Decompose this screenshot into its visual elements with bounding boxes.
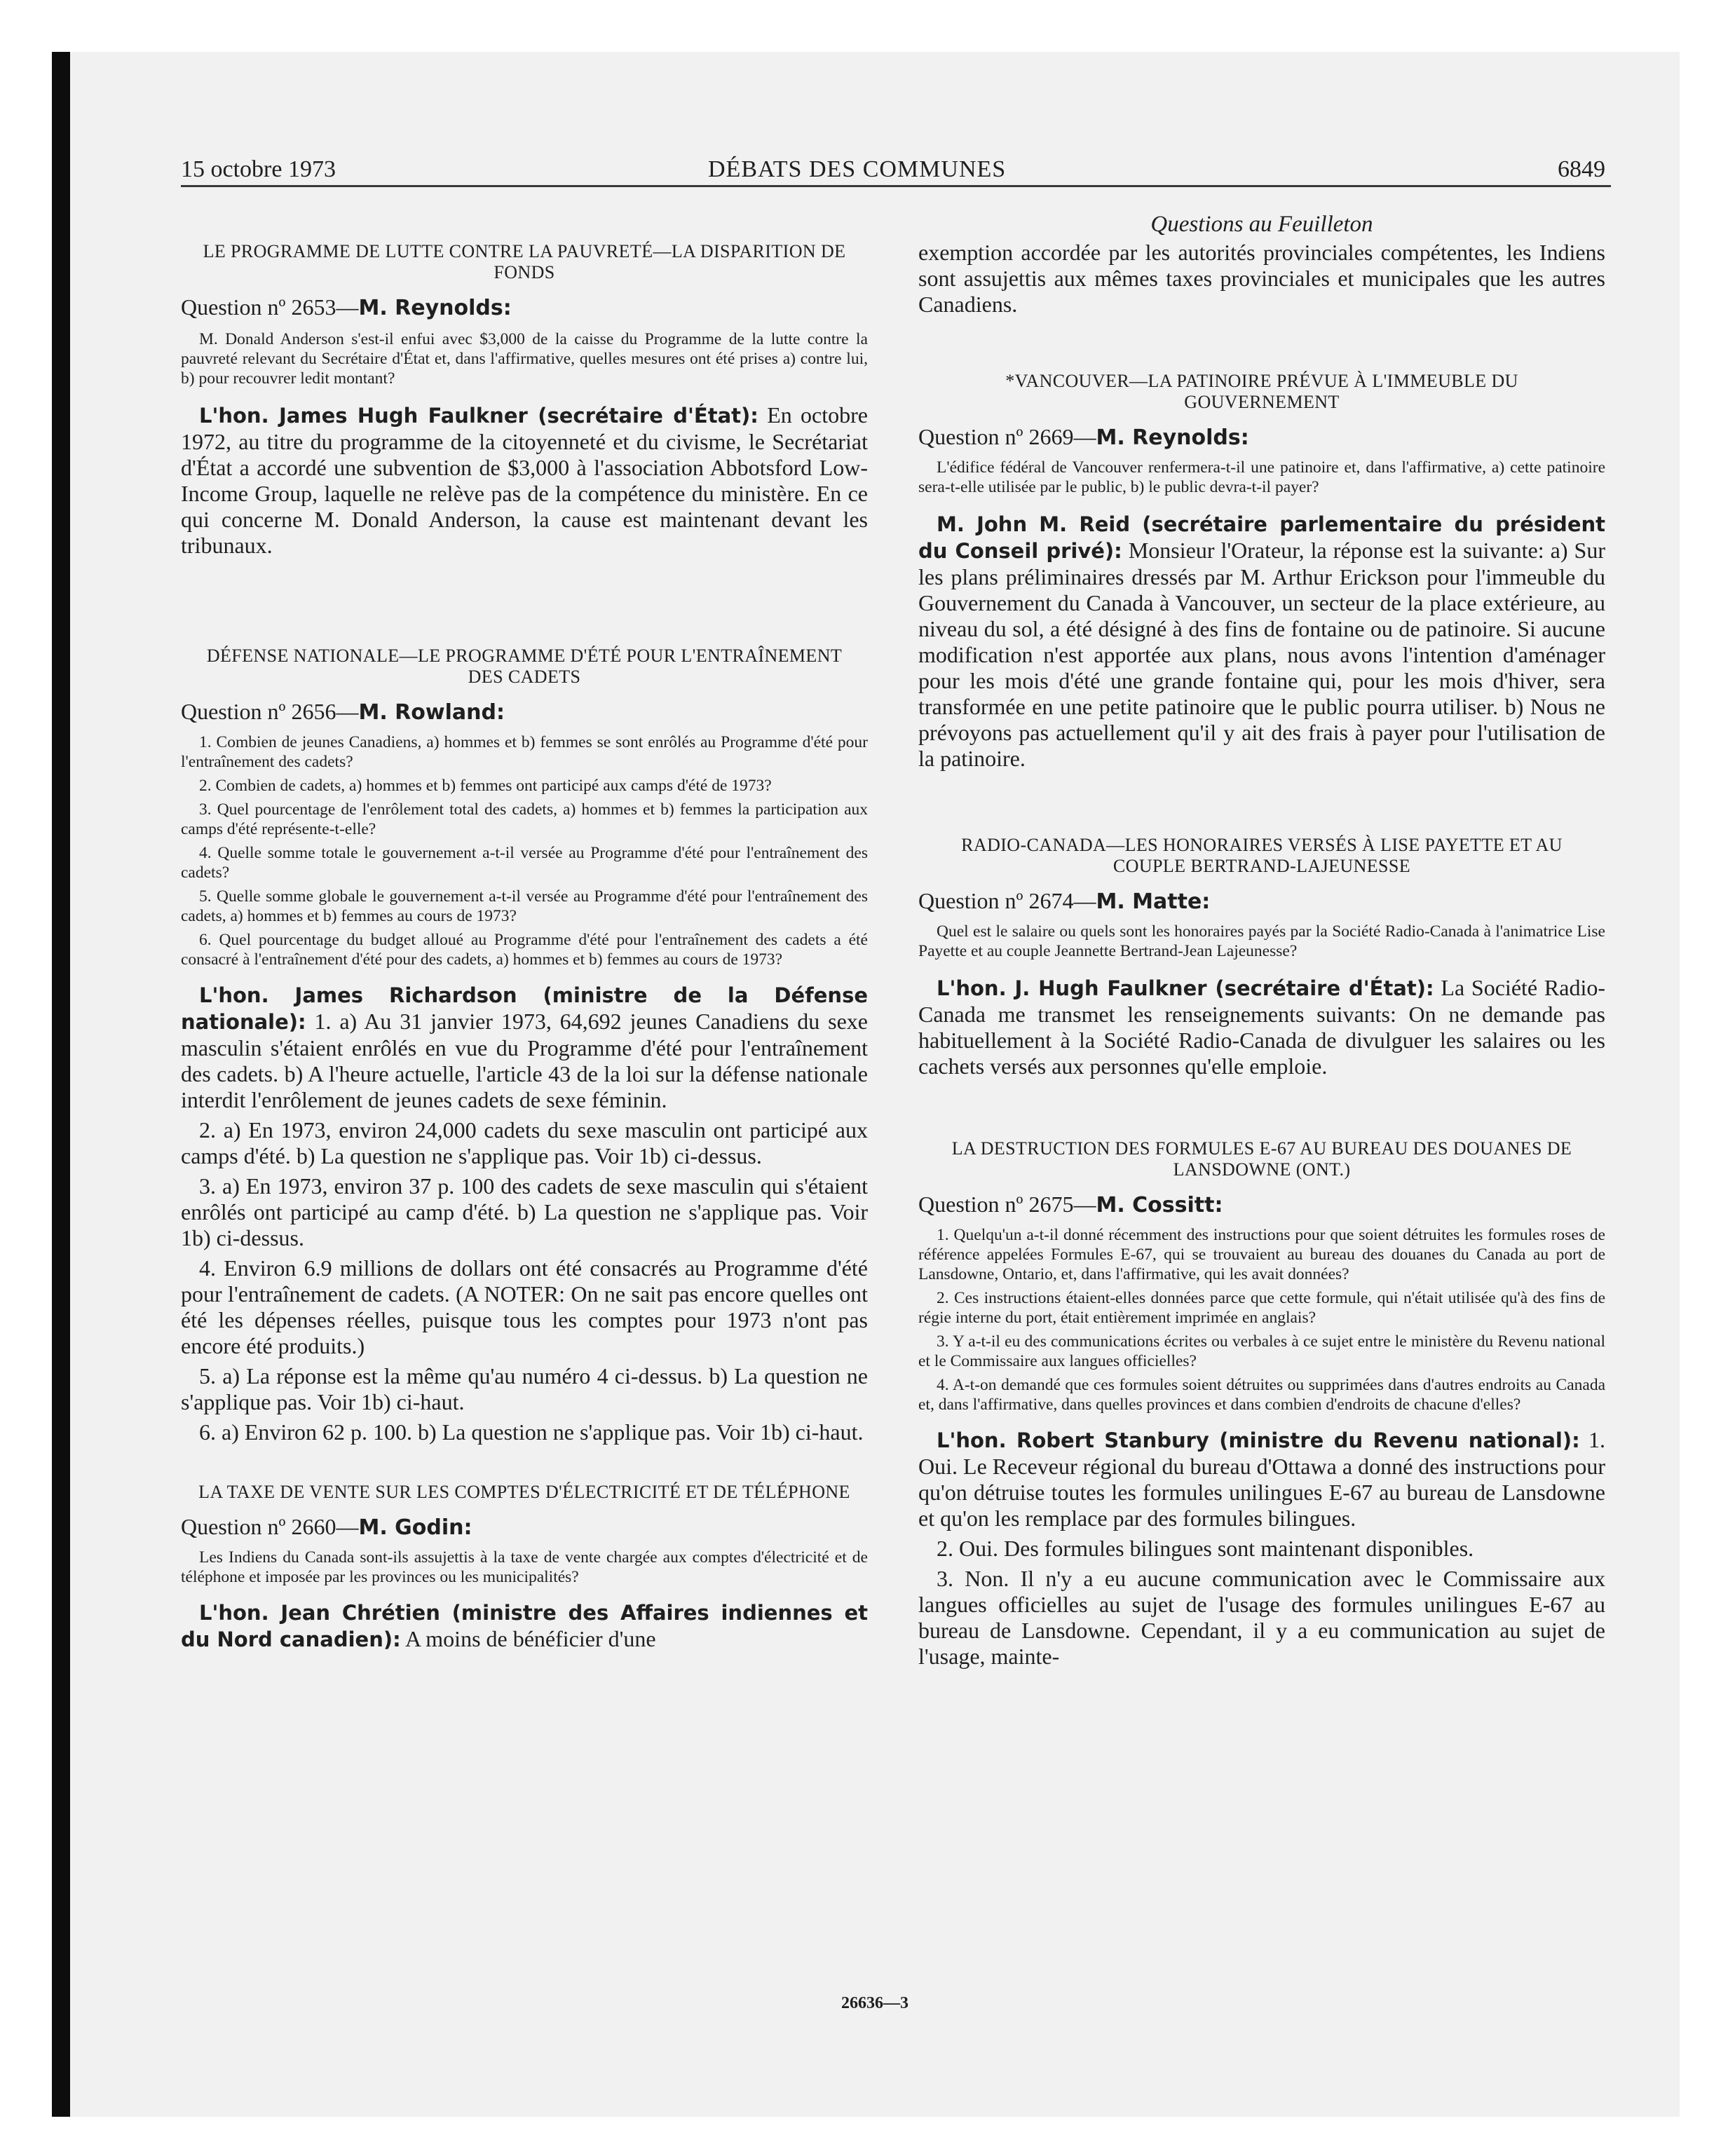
answer-text: En octobre 1972, au titre du programme de la citoyenneté et du civisme, le Secrétariat d'État a accordé une subvention de $3,000 à l'association Abbotsford Low-Income Group, laquelle ne relève pas de la compétence du ministère. En ce qui concerne M. Donald Anderson, la cause est maintenant devant les tribunaux.: [181, 402, 868, 558]
page-footer-code: 26636—3: [841, 1994, 909, 2012]
question-line: [918, 887, 1605, 916]
answer-text: A moins de bénéficier d'une: [404, 1626, 656, 1651]
section-title: LA TAXE DE VENTE SUR LES COMPTES D'ÉLECTRICITÉ ET DE TÉLÉPHONE: [198, 1482, 850, 1502]
question-item: 5. Quelle somme globale le gouvernement a-t-il versée au Programme d'été pour l'entraînement des cadets, a) hommes et b) femmes au cours de 1973?: [181, 887, 868, 925]
question-line: [918, 1190, 1605, 1220]
question-item: 1. Combien de jeunes Canadiens, a) hommes et b) femmes se sont enrôlés au Programme d'été pour l'entraînement des cadets?: [181, 733, 868, 771]
answer-paragraph: 5. a) La réponse est la même qu'au numéro 4 ci-dessus. b) La question ne s'applique pas. Voir 1b) ci-haut.: [181, 1363, 868, 1414]
question-number: Question nº 2660—: [181, 1514, 359, 1539]
question-line: [918, 423, 1605, 452]
question-asker: M. Cossitt:: [1096, 1193, 1223, 1217]
running-head: Questions au Feuilleton: [1150, 212, 1373, 237]
speaker: L'hon. Jean Chrétien (ministre des Affaires indiennes et du Nord canadien):: [181, 1601, 868, 1651]
question-number: Question nº 2656—: [181, 699, 359, 724]
question-text: Les Indiens du Canada sont-ils assujettis à la taxe de vente chargée aux comptes d'électricité et de téléphone et imposée par les provinces ou les municipalités?: [181, 1548, 868, 1586]
question-number: Question nº 2675—: [918, 1192, 1096, 1217]
question-text: M. Donald Anderson s'est-il enfui avec $3,000 de la caisse du Programme de la lutte contre la pauvreté relevant du Secrétaire d'État et, dans l'affirmative, quelles mesures ont été prises a) contre lui, b) pour recouvrer ledit montant?: [181, 330, 868, 388]
section-title: LE PROGRAMME DE LUTTE CONTRE LA PAUVRETÉ—LA DISPARITION DE FONDS: [203, 241, 846, 282]
section-title: *VANCOUVER—LA PATINOIRE PRÉVUE À L'IMMEUBLE DU GOUVERNEMENT: [1005, 371, 1518, 412]
scan-margin: [0, 0, 52, 2156]
answer: [918, 511, 1605, 772]
question-item: 4. Quelle somme totale le gouvernement a-t-il versée au Programme d'été pour l'entraînement des cadets?: [181, 844, 868, 882]
answer-paragraph: 2. Oui. Des formules bilingues sont maintenant disponibles.: [937, 1536, 1474, 1561]
question-item: 2. Combien de cadets, a) hommes et b) femmes ont participé aux camps d'été de 1973?: [199, 777, 772, 795]
answer-paragraph: 4. Environ 6.9 millions de dollars ont été consacrés au Programme d'été pour l'entraînement de cadets. (A NOTER: On ne sait pas encore quelles ont été les dépenses réelles, puisque tous les comptes pour 1973 n'ont pas encore été produits.): [181, 1255, 868, 1358]
header-title: DÉBATS DES COMMUNES: [708, 156, 1007, 182]
question-asker: M. Rowland:: [358, 700, 505, 725]
answer: [918, 975, 1605, 1079]
answer: [181, 982, 868, 1113]
question-asker: M. Godin:: [358, 1515, 472, 1540]
answer-text: La Société Radio-Canada me transmet les renseignements suivants: On ne demande pas habituellement à la Société Radio-Canada de divulguer les salaires ou les cachets versés aux personnes qu'elle emploie.: [918, 975, 1605, 1079]
question-number: Question nº 2669—: [918, 424, 1096, 449]
answer-paragraph: 3. Non. Il n'y a eu aucune communication avec le Commissaire aux langues officielles au sujet de l'usage des formules unilingues E-67 au bureau de Lansdowne. Cependant, il y a eu communication au sujet de l'usage, mainte-: [918, 1566, 1605, 1669]
section-sales-tax: [181, 1482, 868, 1653]
answer: [181, 402, 868, 559]
right-column: [918, 209, 1605, 1670]
answer-paragraph: 2. a) En 1973, environ 24,000 cadets du sexe masculin ont participé aux camps d'été. b) La question ne s'applique pas. Voir 1b) ci-dessus.: [181, 1117, 868, 1168]
left-column: [181, 209, 868, 1653]
question-item: 6. Quel pourcentage du budget alloué au Programme d'été pour l'entraînement des cadets a été consacré à l'entraînement d'été pour des cadets, a) hommes et b) femmes au cours de 1973?: [181, 931, 868, 969]
question-item: 3. Quel pourcentage de l'enrôlement total des cadets, a) hommes et b) femmes la participation aux camps d'été représente-t-elle?: [181, 800, 868, 838]
question-asker: M. Reynolds:: [358, 296, 512, 320]
header-rule: [181, 185, 1611, 187]
continued-answer: exemption accordée par les autorités provinciales compétentes, les Indiens sont assujettis aux mêmes taxes provinciales et municipales que les autres Canadiens.: [918, 240, 1605, 317]
header-date: 15 octobre 1973: [181, 156, 336, 182]
question-number: Question nº 2674—: [918, 888, 1096, 913]
speaker: L'hon. J. Hugh Faulkner (secrétaire d'État):: [937, 976, 1434, 1000]
question-line: [181, 1513, 868, 1542]
section-title: DÉFENSE NATIONALE—LE PROGRAMME D'ÉTÉ POUR L'ENTRAÎNEMENT DES CADETS: [206, 646, 843, 687]
question-item: 2. Ces instructions étaient-elles données parce que cette formule, qui n'était utilisée qu'à des fins de régie interne du port, était entièrement imprimée en anglais?: [918, 1289, 1605, 1327]
answer-paragraph: 3. a) En 1973, environ 37 p. 100 des cadets de sexe masculin qui s'étaient enrôlés ont participé au camp d'été. b) La question ne s'applique pas. Voir 1b) ci-dessus.: [181, 1173, 868, 1250]
scan-binding-edge: [52, 52, 70, 2117]
answer-text: 1. Oui. Le Receveur régional du bureau d'Ottawa a donné des instructions pour qu'on détruise toutes les formules unilingues E-67 au bureau de Lansdowne et qu'on les remplace par des formules bilingues.: [918, 1427, 1605, 1531]
answer-text: 1. a) Au 31 janvier 1973, 64,692 jeunes Canadiens du sexe masculin s'étaient enrôlés en vue du Programme d'été pour l'entraînement des cadets. b) A l'heure actuelle, l'article 43 de la loi sur la défense nationale interdit l'enrôlement de jeunes cadets de sexe féminin.: [181, 1009, 869, 1112]
question-item: 4. A-t-on demandé que ces formules soient détruites ou supprimées dans d'autres endroits au Canada et, dans l'affirmative, dans quelles provinces et dans combien d'endroits de chacune d'elles?: [918, 1376, 1605, 1414]
speaker: M. John M. Reid (secrétaire parlementaire du président du Conseil privé):: [918, 512, 1605, 563]
section-poverty-program: [181, 241, 868, 559]
question-number: Question nº 2653—: [181, 294, 359, 320]
question-item: 3. Y a-t-il eu des communications écrites ou verbales à ce sujet entre le ministère du Revenu national et le Commissaire aux langues officielles?: [918, 1332, 1605, 1370]
header-page-number: 6849: [1558, 156, 1605, 182]
section-title: RADIO-CANADA—LES HONORAIRES VERSÉS À LISE PAYETTE ET AU COUPLE BERTRAND-LAJEUNESSE: [961, 835, 1563, 876]
question-text: Quel est le salaire ou quels sont les honoraires payés par la Société Radio-Canada à l'animatrice Lise Payette et au couple Jeannette Bertrand-Jean Lajeunesse?: [918, 922, 1605, 960]
section-e67-forms: [918, 1138, 1605, 1670]
answer-paragraph: 6. a) Environ 62 p. 100. b) La question ne s'applique pas. Voir 1b) ci-haut.: [199, 1419, 864, 1445]
answer: [181, 1599, 868, 1653]
question-asker: M. Reynolds:: [1096, 425, 1249, 450]
question-line: [181, 293, 868, 322]
speaker: L'hon. James Hugh Faulkner (secrétaire d'État):: [199, 404, 758, 428]
section-cadets-program: [181, 646, 868, 1445]
section-radio-canada: [918, 835, 1605, 1079]
section-title: LA DESTRUCTION DES FORMULES E-67 AU BUREAU DES DOUANES DE LANSDOWNE (ONT.): [951, 1138, 1572, 1180]
section-vancouver-rink: [918, 371, 1605, 772]
answer: [918, 1427, 1605, 1531]
speaker: L'hon. Robert Stanbury (ministre du Revenu national):: [937, 1428, 1580, 1452]
question-text: L'édifice fédéral de Vancouver renfermera-t-il une patinoire et, dans l'affirmative, a) cette patinoire sera-t-elle utilisée par le public, b) le public devra-t-il payer?: [918, 458, 1605, 496]
question-asker: M. Matte:: [1096, 889, 1211, 914]
speaker: L'hon. James Richardson (ministre de la Défense nationale):: [181, 983, 868, 1034]
question-line: [181, 697, 868, 727]
answer-text: Monsieur l'Orateur, la réponse est la suivante: a) Sur les plans préliminaires dressés par M. Arthur Erickson pour l'immeuble du Gouvernement du Canada à Vancouver, un secteur de la place extérieure, au niveau du sol, a été désigné à des fins de fontaine ou de patinoire. Si aucune modification n'est apportée aux plans, nous avons l'intention d'aménager pour les mois d'été une grande fontaine qui, pour les mois d'hiver, sera transformée en une petite patinoire que le public pourra utiliser. b) Nous ne prévoyons pas actuellement qu'il y ait des frais à payer pour l'utilisation de la patinoire.: [918, 538, 1606, 771]
question-item: 1. Quelqu'un a-t-il donné récemment des instructions pour que soient détruites les formules roses de référence appelées Formules E-67, qui se trouvaient au bureau des douanes du Canada au port de Lansdowne, Ontario, et, dans l'affirmative, qui les avait données?: [918, 1226, 1605, 1283]
